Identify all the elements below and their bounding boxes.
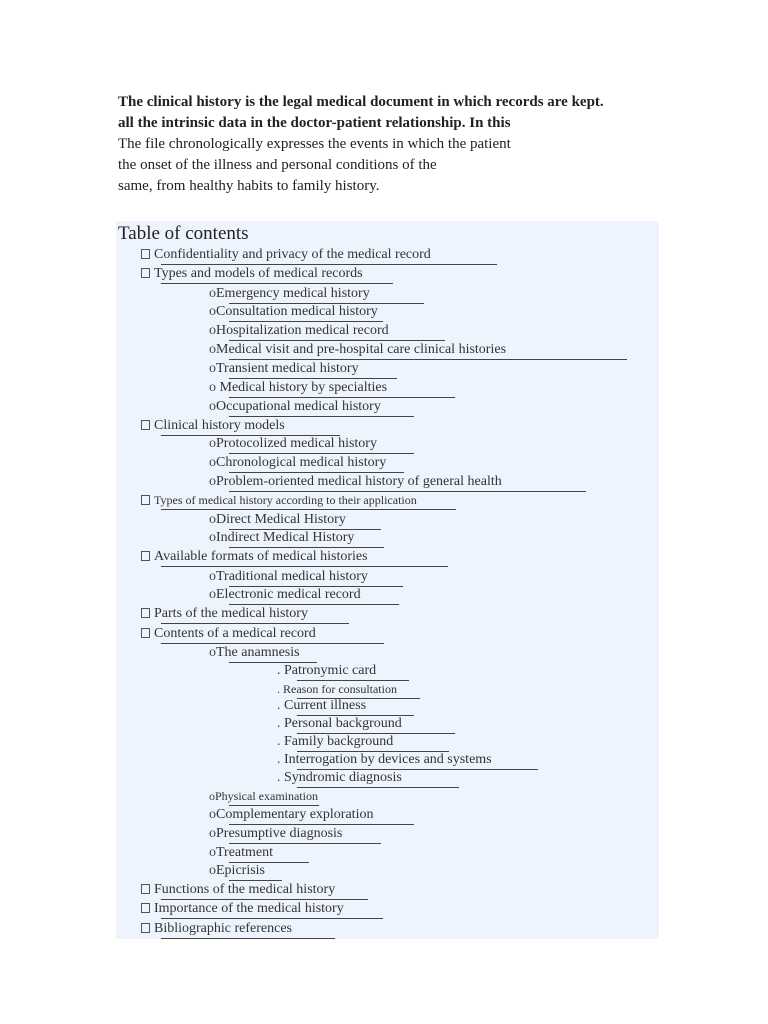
toc-item-underline	[229, 805, 319, 806]
toc-item[interactable]	[209, 512, 346, 530]
toc-item[interactable]	[277, 770, 402, 788]
toc-item[interactable]	[209, 342, 506, 360]
circle-marker: o	[209, 569, 216, 584]
toc-item[interactable]	[141, 626, 316, 644]
toc-item-underline	[161, 918, 383, 919]
toc-item-label: Hospitalization medical record	[216, 323, 389, 338]
toc-item-label: Physical examination	[215, 789, 318, 803]
toc-item[interactable]	[209, 826, 342, 844]
dot-marker: .	[277, 663, 284, 678]
toc-item[interactable]	[277, 752, 492, 770]
intro-line: same, from healthy habits to family history.	[118, 178, 380, 194]
square-bullet-icon	[141, 268, 150, 278]
dot-marker: .	[277, 770, 284, 785]
square-bullet-icon	[141, 495, 150, 505]
circle-marker: o	[209, 436, 216, 451]
toc-item-label: Family background	[284, 734, 394, 749]
toc-item-underline	[161, 283, 393, 284]
toc-item-label: Complementary exploration	[216, 807, 374, 822]
intro-line: The file chronologically expresses the events in which the patient	[118, 136, 511, 152]
toc-item[interactable]	[277, 698, 366, 716]
toc-item-label: Transient medical history	[216, 361, 359, 376]
circle-marker: o	[209, 380, 216, 395]
toc-item[interactable]	[277, 681, 397, 699]
circle-marker: o	[209, 361, 216, 376]
circle-marker: o	[209, 826, 216, 841]
circle-marker: o	[209, 863, 216, 878]
toc-item-underline	[229, 340, 445, 341]
intro-bold-line: all the intrinsic data in the doctor-patient relationship. In this	[118, 115, 511, 131]
dot-marker: .	[277, 734, 284, 749]
circle-marker: o	[209, 455, 216, 470]
toc-item-label: Interrogation by devices and systems	[284, 752, 492, 767]
toc-item-label: Consultation medical history	[216, 304, 378, 319]
toc-item-underline	[297, 787, 459, 788]
toc-item[interactable]	[277, 734, 393, 752]
toc-item[interactable]	[141, 266, 363, 284]
dot-marker: .	[277, 682, 283, 696]
toc-item-label: Problem-oriented medical history of general health	[216, 474, 502, 489]
toc-item-label: Emergency medical history	[216, 286, 370, 301]
toc-item-underline	[229, 824, 414, 825]
toc-item[interactable]	[141, 418, 285, 436]
toc-item-label: Patronymic card	[284, 663, 377, 678]
intro-bold-line: The clinical history is the legal medical document in which records are kept.	[118, 94, 604, 110]
toc-item[interactable]	[209, 863, 265, 881]
toc-item-underline	[161, 509, 456, 510]
circle-marker: o	[209, 323, 216, 338]
toc-item-label: Protocolized medical history	[216, 436, 377, 451]
toc-item[interactable]	[141, 247, 431, 265]
square-bullet-icon	[141, 420, 150, 430]
square-bullet-icon	[141, 628, 150, 638]
square-bullet-icon	[141, 884, 150, 894]
circle-marker: o	[209, 304, 216, 319]
toc-item[interactable]	[277, 716, 402, 734]
circle-marker: o	[209, 474, 216, 489]
toc-item-label: Presumptive diagnosis	[216, 826, 343, 841]
toc-item-label: Current illness	[284, 698, 367, 713]
toc-item[interactable]	[209, 455, 386, 473]
circle-marker: o	[209, 587, 216, 602]
toc-item[interactable]	[209, 399, 381, 417]
toc-item-label: Personal background	[284, 716, 402, 731]
toc-item-label: Treatment	[216, 845, 274, 860]
toc-item[interactable]	[141, 606, 308, 624]
toc-item-label: Importance of the medical history	[154, 901, 344, 916]
circle-marker: o	[209, 807, 216, 822]
circle-marker: o	[209, 286, 216, 301]
toc-item-underline	[229, 604, 399, 605]
toc-item[interactable]	[209, 323, 389, 341]
toc-item-underline	[229, 321, 383, 322]
toc-item-label: Available formats of medical histories	[154, 549, 368, 564]
toc-item[interactable]	[209, 845, 273, 863]
toc-item-underline	[229, 378, 397, 379]
toc-item-label: Electronic medical record	[216, 587, 361, 602]
circle-marker: o	[209, 530, 216, 545]
toc-item[interactable]	[209, 361, 359, 379]
toc-item[interactable]	[141, 882, 335, 900]
circle-marker: o	[209, 399, 216, 414]
toc-item-label: Occupational medical history	[216, 399, 381, 414]
toc-item-label: Functions of the medical history	[154, 882, 336, 897]
toc-item-label: Contents of a medical record	[154, 626, 316, 641]
toc-item-label: Bibliographic references	[154, 921, 292, 936]
circle-marker: o	[209, 645, 216, 660]
toc-item[interactable]	[277, 663, 376, 681]
toc-item-label: Chronological medical history	[216, 455, 387, 470]
circle-marker: o	[209, 845, 216, 860]
square-bullet-icon	[141, 903, 150, 913]
toc-item-underline	[229, 453, 414, 454]
toc-item-label: Indirect Medical History	[216, 530, 355, 545]
square-bullet-icon	[141, 249, 150, 259]
toc-item[interactable]	[209, 380, 387, 398]
toc-item-label: Medical history by specialties	[216, 380, 388, 395]
toc-item[interactable]	[141, 492, 417, 510]
toc-item-label: Types and models of medical records	[154, 266, 363, 281]
toc-item-label: Confidentiality and privacy of the medical record	[154, 247, 431, 262]
toc-item-underline	[229, 359, 627, 360]
toc-item-label: Medical visit and pre-hospital care clinical histories	[216, 342, 507, 357]
toc-item[interactable]	[141, 921, 292, 939]
toc-title: Table of contents	[118, 223, 249, 244]
toc-item-label: Syndromic diagnosis	[284, 770, 402, 785]
toc-item-underline	[161, 899, 368, 900]
intro-line: the onset of the illness and personal conditions of the	[118, 157, 437, 173]
toc-item[interactable]	[141, 549, 368, 567]
toc-item-underline	[229, 472, 404, 473]
dot-marker: .	[277, 752, 284, 767]
toc-item-underline	[161, 623, 349, 624]
toc-item-underline	[229, 397, 455, 398]
circle-marker: o	[209, 342, 216, 357]
circle-marker: o	[209, 512, 216, 527]
toc-item-underline	[161, 643, 384, 644]
toc-item-label: Traditional medical history	[216, 569, 368, 584]
toc-item-underline	[229, 880, 282, 881]
toc-item[interactable]	[209, 304, 378, 322]
toc-item-label: Direct Medical History	[216, 512, 346, 527]
toc-item-underline	[229, 416, 414, 417]
toc-item[interactable]	[209, 587, 361, 605]
toc-item-label: Clinical history models	[154, 418, 285, 433]
square-bullet-icon	[141, 608, 150, 618]
toc-item-label: Reason for consultation	[283, 682, 397, 696]
toc-item-label: Parts of the medical history	[154, 606, 308, 621]
toc-item-underline	[161, 264, 497, 265]
toc-item[interactable]	[209, 788, 318, 806]
circle-marker: o	[209, 789, 215, 803]
toc-item[interactable]	[209, 807, 373, 825]
toc-item-underline	[229, 843, 381, 844]
toc-item[interactable]	[141, 901, 344, 919]
toc-item-underline	[229, 547, 384, 548]
toc-item-label: Epicrisis	[216, 863, 265, 878]
dot-marker: .	[277, 698, 284, 713]
toc-item[interactable]	[209, 569, 368, 587]
toc-item[interactable]	[209, 286, 370, 304]
toc-item[interactable]	[209, 474, 502, 492]
dot-marker: .	[277, 716, 284, 731]
square-bullet-icon	[141, 551, 150, 561]
toc-item-label: Types of medical history according to their application	[154, 493, 417, 507]
toc-item[interactable]	[209, 436, 377, 454]
toc-item[interactable]	[209, 645, 300, 663]
toc-item-label: The anamnesis	[216, 645, 300, 660]
toc-item-underline	[161, 938, 335, 939]
square-bullet-icon	[141, 923, 150, 933]
toc-item[interactable]	[209, 530, 354, 548]
toc-item-underline	[161, 566, 448, 567]
